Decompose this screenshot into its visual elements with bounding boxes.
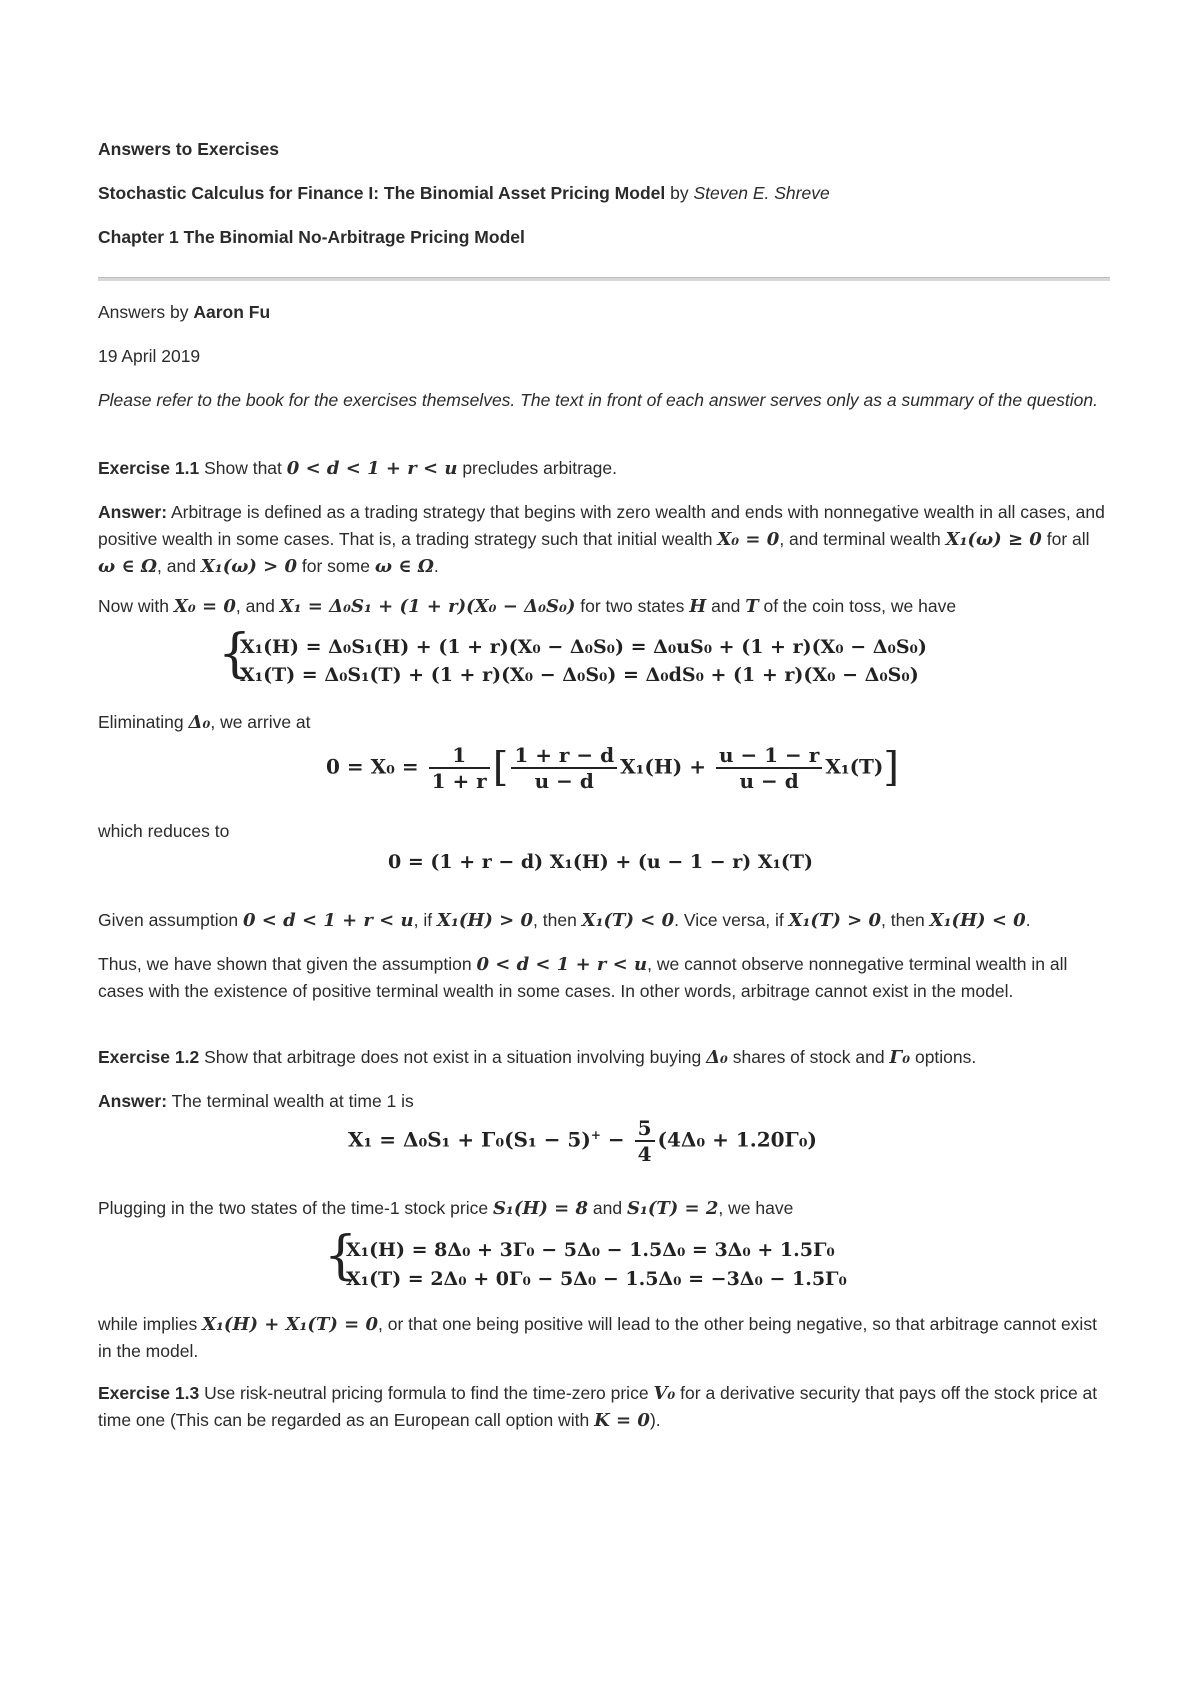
math-inline: H	[689, 596, 707, 617]
math-inline: X₀ = 0	[717, 529, 780, 550]
book-line	[98, 180, 1110, 207]
text: options.	[914, 1047, 977, 1067]
exercise-1-3-statement	[98, 1380, 1110, 1434]
eliminating-line	[98, 709, 1110, 736]
answer-label: Answer:	[98, 502, 168, 522]
fraction	[635, 1116, 655, 1166]
math-inline: K = 0	[594, 1410, 650, 1431]
book-title: Stochastic Calculus for Finance I: The Binomial Asset Pricing Model	[98, 183, 666, 203]
exercise-label: Exercise 1.1	[98, 458, 200, 478]
text: precludes arbitrage.	[462, 458, 617, 478]
page-title: Answers to Exercises	[98, 139, 279, 159]
text: , we cannot observe nonnegative terminal wealth in all cases with the existence of positive terminal wealth in some cases. In other words, arbitrage cannot exist in the model.	[98, 954, 1068, 1001]
fraction-numerator: 1	[429, 743, 490, 769]
fraction	[716, 743, 822, 793]
answers-by-label: Answers by	[98, 302, 189, 322]
math-inline: X₀ = 0	[173, 596, 236, 617]
equation-system-line-2: X₁(T) = 2Δ₀ + 0Γ₀ − 5Δ₀ − 1.5Δ₀ = −3Δ₀ − 1.5Γ₀	[346, 1268, 847, 1290]
exercise-1-1-answer	[98, 499, 1110, 580]
while-implies-paragraph	[98, 1311, 1110, 1365]
text: The terminal wealth at time 1 is	[171, 1091, 414, 1111]
math-inline: T	[745, 596, 759, 617]
text: .	[433, 556, 439, 576]
math-inline: Δ₀	[706, 1047, 728, 1068]
text: , we arrive at	[210, 712, 311, 732]
equation-part: 0 = X₀ =	[326, 754, 419, 779]
exercise-label: Exercise 1.2	[98, 1047, 200, 1067]
text: , if	[413, 910, 433, 930]
text: and	[711, 596, 741, 616]
fraction-denominator: 1 + r	[431, 769, 487, 793]
equation-reduced: 0 = (1 + r − d) X₁(H) + (u − 1 − r) X₁(T)	[388, 851, 814, 873]
fraction	[429, 743, 490, 793]
fraction-numerator: u − 1 − r	[716, 743, 822, 769]
math-inline: X₁ = Δ₀S₁ + (1 + r)(X₀ − Δ₀S₀)	[279, 596, 576, 617]
equation-x0	[326, 743, 899, 793]
text: Arbitrage is defined as a trading strategy that begins with zero wealth and ends with nonnegative wealth in all cases, and positive wealth in some cases. That is, a trading strategy such that initial wealth	[98, 502, 1105, 549]
exercise-label: Exercise 1.3	[98, 1383, 200, 1403]
equation-system-line-1: X₁(H) = 8Δ₀ + 3Γ₀ − 5Δ₀ − 1.5Δ₀ = 3Δ₀ + 1.5Γ₀	[346, 1239, 835, 1261]
answers-by-line	[98, 299, 1110, 326]
thus-paragraph	[98, 951, 1110, 1005]
math-inline: X₁(ω) ≥ 0	[945, 529, 1042, 550]
text: Eliminating	[98, 712, 184, 732]
text: Show that arbitrage does not exist in a situation involving buying	[204, 1047, 702, 1067]
text: Use risk-neutral pricing formula to find the time-zero price	[204, 1383, 649, 1403]
math-inline: 0 < d < 1 + r < u	[286, 458, 458, 479]
text: Plugging in the two states of the time-1 stock price	[98, 1198, 489, 1218]
exercise-1-2-answer	[98, 1088, 1110, 1115]
reduces-line: which reduces to	[98, 821, 230, 841]
text: . Vice versa, if	[674, 910, 784, 930]
system-brace: {	[324, 1226, 358, 1286]
bracket-close: ]	[883, 744, 900, 791]
given-assumption-line	[98, 907, 1110, 934]
text: Now with	[98, 596, 169, 616]
now-with-line	[98, 593, 1110, 620]
equation-system-line-1: X₁(H) = Δ₀S₁(H) + (1 + r)(X₀ − Δ₀S₀) = Δ₀uS₀ + (1 + r)(X₀ − Δ₀S₀)	[240, 636, 927, 658]
text: , or that one being positive will lead to the other being negative, so that arbitrage cannot exist in the model.	[98, 1314, 1097, 1361]
equation-terminal-wealth	[348, 1116, 817, 1166]
text: while implies	[98, 1314, 198, 1334]
date: 19 April 2019	[98, 346, 201, 366]
equation-part: (4Δ₀ + 1.20Γ₀)	[657, 1127, 817, 1152]
equation-part: −	[607, 1127, 625, 1152]
text: for all	[1046, 529, 1090, 549]
math-inline: X₁(ω) > 0	[200, 556, 298, 577]
math-inline: 0 < d < 1 + r < u	[242, 910, 414, 931]
equation-part: X₁(H) +	[620, 754, 706, 779]
math-inline: Δ₀	[188, 712, 211, 733]
text: Thus, we have shown that given the assumption	[98, 954, 472, 974]
text: for some	[301, 556, 370, 576]
math-inline: Γ₀	[889, 1047, 911, 1068]
math-inline: X₁(T) > 0	[788, 910, 881, 931]
math-inline: ω ∈ Ω	[98, 556, 158, 577]
fraction	[511, 743, 617, 793]
chapter-title: Chapter 1 The Binomial No-Arbitrage Pricing Model	[98, 227, 525, 247]
exercise-1-1-statement	[98, 455, 1110, 482]
text: , and terminal wealth	[779, 529, 941, 549]
answer-label: Answer:	[98, 1091, 168, 1111]
math-inline: S₁(H) = 8	[492, 1198, 588, 1219]
fraction-denominator: u − d	[739, 769, 799, 793]
fraction-numerator: 1 + r − d	[511, 743, 617, 769]
book-author: Steven E. Shreve	[693, 183, 830, 203]
equation-part: X₁ = Δ₀S₁ + Γ₀(S₁ − 5)	[348, 1127, 591, 1152]
superscript: +	[590, 1127, 601, 1142]
exercise-1-2-statement	[98, 1044, 1110, 1071]
divider	[98, 277, 1110, 281]
fraction-denominator: u − d	[534, 769, 594, 793]
math-inline: X₁(H) < 0	[929, 910, 1026, 931]
math-inline: S₁(T) = 2	[626, 1198, 719, 1219]
text: , and	[157, 556, 196, 576]
text: shares of stock and	[732, 1047, 885, 1067]
fraction-denominator: 4	[637, 1142, 652, 1166]
bracket-open: [	[492, 744, 509, 791]
text: , then	[533, 910, 577, 930]
fraction-numerator: 5	[635, 1116, 655, 1142]
equation-system-line-2: X₁(T) = Δ₀S₁(T) + (1 + r)(X₀ − Δ₀S₀) = Δ₀dS₀ + (1 + r)(X₀ − Δ₀S₀)	[240, 664, 919, 686]
text: Given assumption	[98, 910, 239, 930]
text: and	[592, 1198, 623, 1218]
math-inline: X₁(T) < 0	[581, 910, 675, 931]
text: ).	[649, 1410, 661, 1430]
text: , and	[235, 596, 275, 616]
math-inline: V₀	[653, 1383, 676, 1404]
text: for a derivative security that pays off the stock price at time one (This can be regarded as an European call option with	[98, 1383, 1098, 1430]
system-brace: {	[218, 624, 252, 684]
text: .	[1025, 910, 1031, 930]
author-name: Aaron Fu	[193, 302, 271, 322]
note: Please refer to the book for the exercises themselves. The text in front of each answer serves only as a summary of the question.	[98, 390, 1098, 410]
math-inline: 0 < d < 1 + r < u	[476, 954, 648, 975]
text: , then	[881, 910, 925, 930]
text: , we have	[718, 1198, 794, 1218]
book-by: by	[670, 183, 689, 203]
math-inline: X₁(H) + X₁(T) = 0	[202, 1314, 378, 1335]
text: of the coin toss, we have	[763, 596, 957, 616]
equation-part: X₁(T)	[825, 754, 884, 779]
plugging-line	[98, 1195, 1110, 1222]
text: Show that	[204, 458, 282, 478]
text: for two states	[580, 596, 685, 616]
math-inline: ω ∈ Ω	[374, 556, 434, 577]
math-inline: X₁(H) > 0	[436, 910, 534, 931]
